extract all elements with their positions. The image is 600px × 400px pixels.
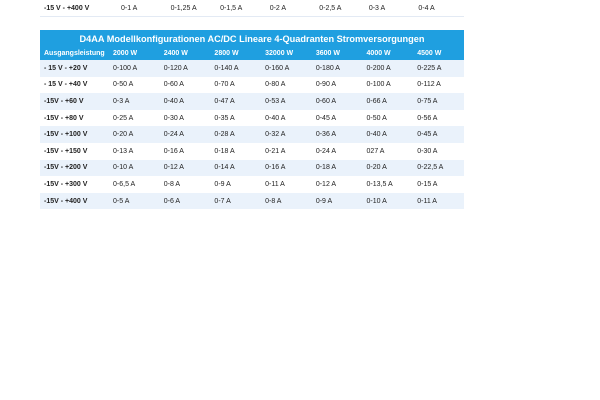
column-header: 3600 W [312,47,363,60]
previous-table-fragment [40,0,464,17]
current-cell: 0-45 A [315,114,337,122]
table-body [40,60,464,209]
current-cell: 0-14 A [214,164,235,172]
current-cell: 0-10 A [366,197,387,205]
current-cell: 0-40 A [366,131,387,139]
current-cell: 0-30 A [163,114,184,122]
current-cell: 0-11 A [417,197,437,205]
current-cell: 0-8 A [265,197,282,205]
table-row [40,93,464,110]
column-header: 4000 W [363,47,414,60]
current-cell: 0-1,5 A [220,4,243,12]
current-cell: 0-21 A [265,147,286,155]
current-cell: 0-13 A [113,147,134,155]
current-cell: 0-12 A [315,180,337,188]
table-row [40,0,464,17]
output-power-header: Ausgangsleistung [40,47,109,60]
current-cell: 0-35 A [214,114,235,122]
current-cell: 0-8 A [163,180,181,188]
current-cell: 0-3 A [368,4,386,12]
current-cell: 0-18 A [214,147,235,155]
current-cell: 0-4 A [418,4,435,12]
model-configuration-table [40,30,464,209]
current-cell: 0-1,25 A [170,4,197,12]
current-cell: 0-75 A [417,97,438,105]
current-cell: 0-16 A [265,164,286,172]
current-cell: 0-15 A [417,180,438,188]
current-cell: 0-20 A [113,131,134,139]
current-cell: 0-40 A [163,97,184,105]
column-header: 32000 W [261,47,312,60]
current-cell: 0-112 A [417,81,441,89]
table-row [40,110,464,127]
current-cell: 0-7 A [214,197,231,205]
table-title: D4AA Modellkonfigurationen AC/DC Lineare 4-Quadranten Stromversorgungen [40,30,464,47]
current-cell: 0-5 A [113,197,130,205]
current-cell: 0-180 A [315,64,340,72]
current-cell: 0-6 A [163,197,181,205]
voltage-range-cell: -15V - +150 V [44,147,88,155]
table-row [40,160,464,177]
current-cell: 0-18 A [315,164,337,172]
current-cell: 0-70 A [214,81,235,89]
voltage-range-cell: -15V - +100 V [44,131,88,139]
current-cell: 0-16 A [163,147,184,155]
column-header: 2800 W [210,47,261,60]
column-header: 2400 W [160,47,211,60]
voltage-range-cell: -15V - +400 V [44,197,88,205]
current-cell: 0-66 A [366,97,387,105]
current-cell: 0-13,5 A [366,180,393,188]
table-row [40,143,464,160]
current-cell: 0-56 A [417,114,438,122]
current-cell: 0-53 A [265,97,286,105]
current-cell: 0-50 A [366,114,387,122]
table-row [40,176,464,193]
current-cell: 0-30 A [417,147,438,155]
current-cell: 0-2,5 A [319,4,342,12]
column-header: 4500 W [413,47,464,60]
current-cell: 0-10 A [113,164,134,172]
current-cell: 0-100 A [113,64,138,72]
current-cell: 0-28 A [214,131,235,139]
current-cell: 0-20 A [366,164,387,172]
current-cell: 027 A [366,147,385,155]
current-cell: 0-22,5 A [417,164,444,172]
current-cell: 0-2 A [269,4,287,12]
current-cell: 0-200 A [366,64,391,72]
current-cell: 0-24 A [163,131,184,139]
current-cell: 0-120 A [163,64,188,72]
current-cell: 0-50 A [113,81,134,89]
voltage-range-cell: -15 V - +400 V [44,4,90,12]
current-cell: 0-140 A [214,64,239,72]
voltage-range-cell: -15V - +300 V [44,180,88,188]
voltage-range-cell: - 15 V - +20 V [44,64,88,72]
voltage-range-cell: -15V - +60 V [44,97,84,105]
table-row [40,193,464,210]
table-row [40,126,464,143]
current-cell: 0-25 A [113,114,134,122]
current-cell: 0-80 A [265,81,286,89]
voltage-range-cell: -15V - +80 V [44,114,84,122]
current-cell: 0-60 A [163,81,184,89]
column-header: 2000 W [109,47,160,60]
current-cell: 0-24 A [315,147,337,155]
current-cell: 0-100 A [366,81,391,89]
table-row [40,77,464,94]
current-cell: 0-40 A [265,114,286,122]
current-cell: 0-45 A [417,131,438,139]
current-cell: 0-11 A [265,180,285,188]
current-cell: 0-47 A [214,97,235,105]
current-cell: 0-36 A [315,131,337,139]
current-cell: 0-9 A [214,180,231,188]
voltage-range-cell: - 15 V - +40 V [44,81,88,89]
current-cell: 0-90 A [315,81,337,89]
current-cell: 0-12 A [163,164,184,172]
current-cell: 0-6,5 A [113,180,136,188]
current-cell: 0-160 A [265,64,290,72]
current-cell: 0-225 A [417,64,442,72]
current-cell: 0-1 A [121,4,138,12]
current-cell: 0-3 A [113,97,130,105]
table-header-row [40,47,464,60]
table-row [40,60,464,77]
current-cell: 0-9 A [315,197,333,205]
voltage-range-cell: -15V - +200 V [44,164,88,172]
current-cell: 0-60 A [315,97,337,105]
current-cell: 0-32 A [265,131,286,139]
